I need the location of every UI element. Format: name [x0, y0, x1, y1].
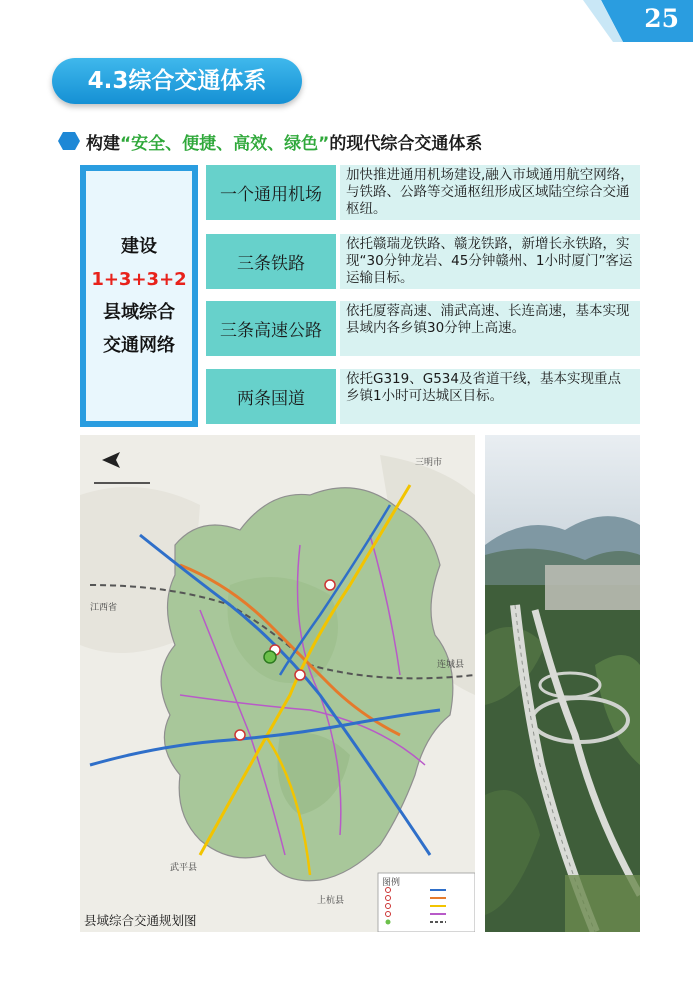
photo-graphic: [485, 435, 640, 932]
section-title-pill: [52, 58, 302, 104]
map-caption: 县域综合交通规划图: [84, 913, 197, 928]
hexagon-bullet-icon: [58, 131, 80, 151]
item-label: 三条高速公路: [206, 301, 336, 356]
headline: [58, 128, 482, 154]
summary-line-1: 建设: [121, 236, 157, 257]
section-title: 4.3综合交通体系: [87, 68, 267, 94]
headline-suffix: 的现代综合交通体系: [329, 133, 483, 154]
summary-line-3: 县域综合: [103, 302, 175, 323]
map-legend-title: 图例: [382, 878, 401, 888]
item-row-railway: [206, 234, 640, 289]
map-graphic: [80, 435, 475, 932]
item-desc: 加快推进通用机场建设,融入市域通用航空网络，与铁路、公路等交通枢纽形成区域陆空综合交通枢纽。: [340, 165, 640, 220]
map-label-sanming: 三明市: [415, 458, 443, 468]
summary-line-4: 交通网络: [103, 335, 175, 356]
headline-highlight: “安全、便捷、高效、绿色”: [120, 133, 330, 154]
summary-formula: 1+3+3+2: [91, 269, 187, 290]
item-label: 三条铁路: [206, 234, 336, 289]
highway-interchange-photo: [485, 435, 640, 932]
item-row-national-road: [206, 369, 640, 424]
headline-prefix: 构建: [86, 133, 120, 154]
transport-network-table: [80, 165, 640, 427]
map-label-wuping: 武平县: [170, 863, 198, 873]
page-number: 25: [644, 4, 679, 33]
item-desc: 依托厦蓉高速、浦武高速、长连高速，基本实现县域内各乡镇30分钟上高速。: [340, 301, 640, 356]
item-label: 两条国道: [206, 369, 336, 424]
map-label-liancheng: 连城县: [437, 660, 465, 670]
item-row-expressway: [206, 301, 640, 356]
item-desc: 依托G319、G534及省道干线，基本实现重点乡镇1小时可达城区目标。: [340, 369, 640, 424]
map-label-jiangxi: 江西省: [90, 603, 118, 613]
transport-planning-map: [80, 435, 475, 932]
item-desc: 依托赣瑞龙铁路、赣龙铁路，新增长永铁路，实现“30分钟龙岩、45分钟赣州、1小时厦门”客运运输目标。: [340, 234, 640, 289]
page-corner: [583, 0, 693, 42]
summary-box: [80, 165, 198, 427]
item-label: 一个通用机场: [206, 165, 336, 220]
item-row-airport: [206, 165, 640, 220]
map-label-shanghang: 上杭县: [317, 896, 345, 906]
